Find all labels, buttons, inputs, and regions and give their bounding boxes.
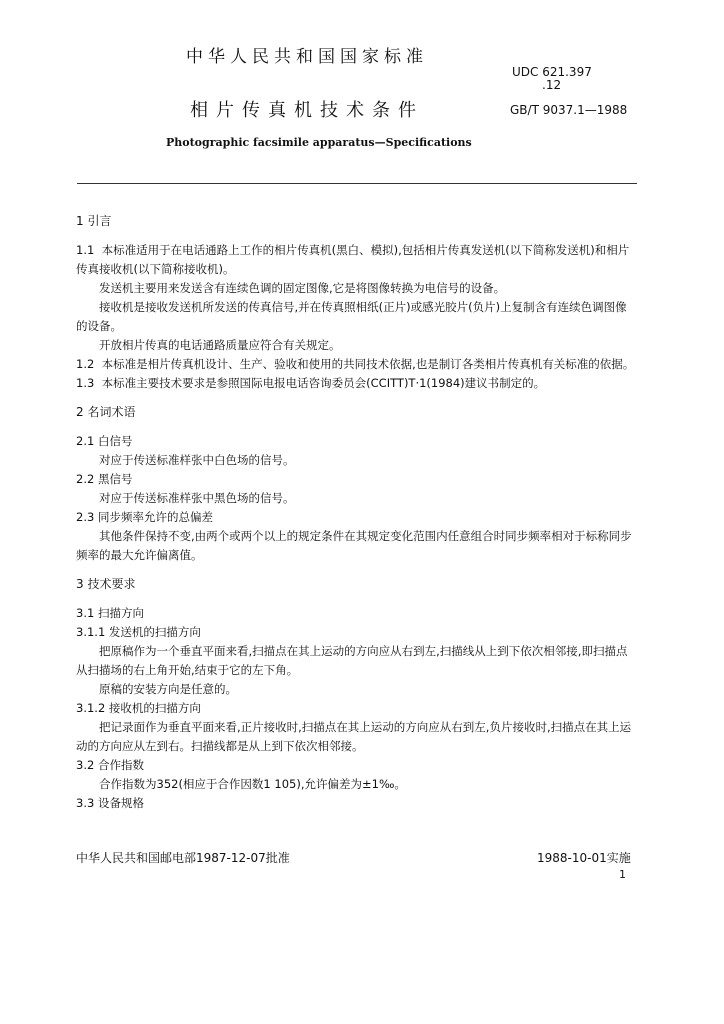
document-body [76, 212, 638, 813]
document-title: 相片传真机技术条件 [190, 100, 424, 121]
page-number: 1 [619, 868, 626, 881]
implementation-date: 1988-10-01实施 [537, 851, 631, 865]
clause-3-1-heading: 3.1 扫描方向 [76, 606, 144, 620]
paragraph: 接收机是接收发送机所发送的传真信号,并在传真照相纸(正片)或感光胶片(负片)上复制含有连续色调图像的设备。 [76, 300, 627, 333]
clause-2-3-heading: 2.3 同步频率允许的总偏差 [76, 510, 213, 524]
gb-code: GB/T 9037.1—1988 [510, 103, 628, 117]
section-3-heading: 3 技术要求 [76, 577, 136, 591]
paragraph: 原稿的安装方向是任意的。 [99, 682, 237, 696]
clause-number: 1.2 [76, 357, 95, 371]
approval-note: 中华人民共和国邮电部1987-12-07批准 [76, 851, 290, 865]
clause-3-1-1-heading: 3.1.1 发送机的扫描方向 [76, 625, 201, 639]
standard-name: 中华人民共和国国家标准 [186, 47, 428, 67]
clause-1-3 [76, 374, 638, 393]
paragraph: 其他条件保持不变,由两个或两个以上的规定条件在其规定变化范围内任意组合时同步频率相对于标称同步频率的最大允许偏离值。 [76, 529, 632, 562]
clause-3-3-heading: 3.3 设备规格 [76, 796, 144, 810]
clause-number: 1.1 [76, 243, 95, 257]
clause-text: 本标准适用于在电话通路上工作的相片传真机(黑白、模拟),包括相片传真发送机(以下简称发送机)和相片传真接收机(以下简称接收机)。 [76, 243, 630, 276]
paragraph: 对应于传送标准样张中黑色场的信号。 [99, 491, 295, 505]
udc-code [512, 66, 592, 92]
section-1-heading: 1 引言 [76, 214, 112, 228]
paragraph: 对应于传送标准样张中白色场的信号。 [99, 453, 295, 467]
clause-text: 本标准是相片传真机设计、生产、验收和使用的共同技术依据,也是制订各类相片传真机有关标准的依据。 [101, 357, 635, 371]
paragraph: 把记录面作为垂直平面来看,正片接收时,扫描点在其上运动的方向应从右到左,负片接收时,扫描点在其上运动的方向应从左到右。扫描线都是从上到下依次相邻接。 [76, 720, 632, 753]
clause-1-2 [76, 355, 638, 374]
clause-3-1-2-heading: 3.1.2 接收机的扫描方向 [76, 701, 201, 715]
header-divider [77, 183, 637, 184]
udc-line-2: .12 [542, 78, 562, 92]
clause-number: 1.3 [76, 376, 95, 390]
clause-1-1 [76, 241, 638, 279]
english-title: Photographic facsimile apparatus—Specifications [166, 136, 472, 149]
section-2-heading: 2 名词术语 [76, 405, 136, 419]
clause-text: 本标准主要技术要求是参照国际电报电话咨询委员会(CCITT)T·1(1984)建议书制定的。 [101, 376, 546, 390]
udc-line-1: UDC 621.397 [512, 65, 592, 79]
paragraph: 开放相片传真的电话通路质量应符合有关规定。 [99, 338, 341, 352]
paragraph: 合作指数为352(相应于合作因数1 105),允许偏差为±1‰。 [99, 777, 406, 791]
clause-2-1-heading: 2.1 白信号 [76, 434, 133, 448]
clause-2-2-heading: 2.2 黑信号 [76, 472, 133, 486]
paragraph: 发送机主要用来发送含有连续色调的固定图像,它是将图像转换为电信号的设备。 [99, 281, 506, 295]
paragraph: 把原稿作为一个垂直平面来看,扫描点在其上运动的方向应从右到左,扫描线从上到下依次相邻接,即扫描点从扫描场的右上角开始,结束于它的左下角。 [76, 644, 628, 677]
clause-3-2-heading: 3.2 合作指数 [76, 758, 144, 772]
